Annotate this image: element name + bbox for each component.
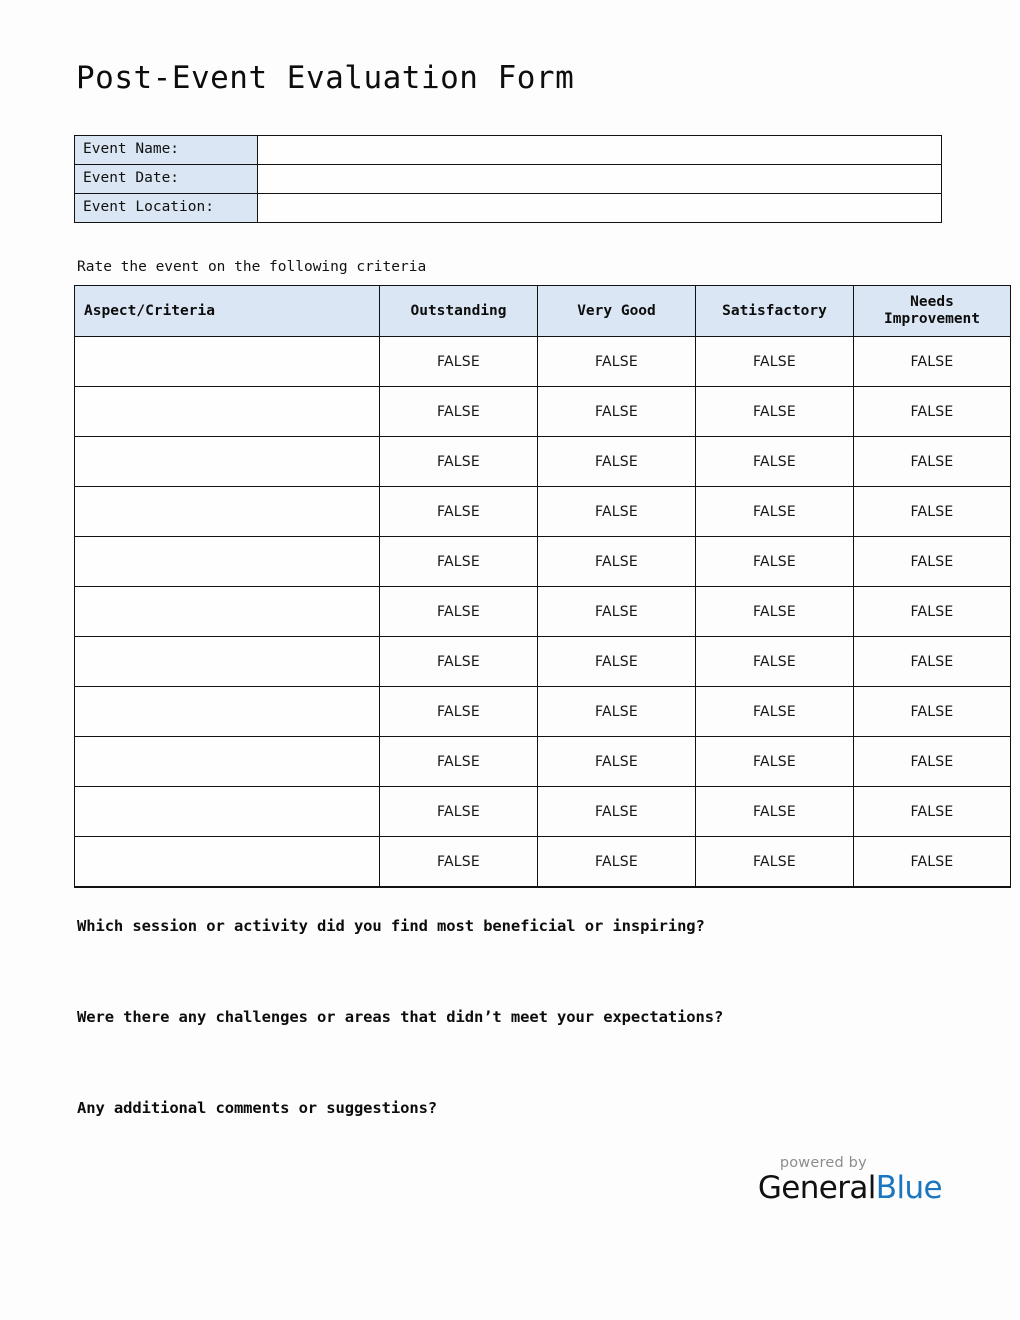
rating-cell-needs-improvement[interactable]: FALSE xyxy=(854,337,1011,387)
rating-cell-satisfactory[interactable]: FALSE xyxy=(696,687,854,737)
rating-cell-satisfactory[interactable]: FALSE xyxy=(696,737,854,787)
event-location-field[interactable] xyxy=(258,194,942,223)
rating-cell-needs-improvement[interactable]: FALSE xyxy=(854,637,1011,687)
table-row xyxy=(75,587,1011,637)
event-name-label: Event Name: xyxy=(75,136,258,165)
aspect-input-cell[interactable] xyxy=(75,737,380,787)
aspect-input-cell[interactable] xyxy=(75,537,380,587)
rating-cell-satisfactory[interactable]: FALSE xyxy=(696,837,854,888)
powered-by-label: powered by xyxy=(779,1155,867,1171)
table-row xyxy=(75,687,1011,737)
question-challenges: Were there any challenges or areas that didn’t meet your expectations? xyxy=(77,1008,724,1026)
aspect-input-cell[interactable] xyxy=(75,637,380,687)
column-header-satisfactory: Satisfactory xyxy=(696,286,854,337)
rating-cell-outstanding[interactable]: FALSE xyxy=(380,437,538,487)
rating-cell-outstanding[interactable]: FALSE xyxy=(380,387,538,437)
rating-cell-needs-improvement[interactable]: FALSE xyxy=(854,587,1011,637)
aspect-input-cell[interactable] xyxy=(75,437,380,487)
rating-cell-satisfactory[interactable]: FALSE xyxy=(696,337,854,387)
table-row xyxy=(75,837,1011,888)
aspect-input-cell[interactable] xyxy=(75,387,380,437)
question-most-beneficial: Which session or activity did you find most beneficial or inspiring? xyxy=(77,917,705,935)
rating-cell-needs-improvement[interactable]: FALSE xyxy=(854,737,1011,787)
brand-general-text: General xyxy=(757,1170,876,1206)
table-row xyxy=(75,787,1011,837)
rating-cell-satisfactory[interactable]: FALSE xyxy=(696,437,854,487)
rating-cell-outstanding[interactable]: FALSE xyxy=(380,687,538,737)
rating-cell-outstanding[interactable]: FALSE xyxy=(380,487,538,537)
table-row xyxy=(75,387,1011,437)
question-additional-comments: Any additional comments or suggestions? xyxy=(77,1099,438,1117)
generalblue-logo xyxy=(758,1155,942,1205)
rating-cell-outstanding[interactable]: FALSE xyxy=(380,587,538,637)
rating-cell-satisfactory[interactable]: FALSE xyxy=(696,787,854,837)
event-location-label: Event Location: xyxy=(75,194,258,223)
rating-cell-very-good[interactable]: FALSE xyxy=(538,737,696,787)
rating-cell-needs-improvement[interactable]: FALSE xyxy=(854,387,1011,437)
rating-cell-very-good[interactable]: FALSE xyxy=(538,487,696,537)
table-row xyxy=(75,737,1011,787)
aspect-input-cell[interactable] xyxy=(75,687,380,737)
brand-blue-text: Blue xyxy=(875,1170,942,1206)
table-header-row xyxy=(75,286,1011,337)
rating-cell-outstanding[interactable]: FALSE xyxy=(380,737,538,787)
table-row xyxy=(75,637,1011,687)
brand-wordmark xyxy=(758,1172,942,1205)
column-header-needs-improvement: Needs Improvement xyxy=(854,286,1011,337)
column-header-aspect: Aspect/Criteria xyxy=(75,286,380,337)
rating-table-header xyxy=(75,286,1011,337)
event-name-field[interactable] xyxy=(258,136,942,165)
event-date-field[interactable] xyxy=(258,165,942,194)
rating-cell-very-good[interactable]: FALSE xyxy=(538,537,696,587)
aspect-input-cell[interactable] xyxy=(75,487,380,537)
rating-cell-needs-improvement[interactable]: FALSE xyxy=(854,437,1011,487)
rating-cell-very-good[interactable]: FALSE xyxy=(538,437,696,487)
table-row xyxy=(75,437,1011,487)
event-info-table-body xyxy=(75,136,942,223)
column-header-very-good: Very Good xyxy=(538,286,696,337)
rating-cell-needs-improvement[interactable]: FALSE xyxy=(854,837,1011,888)
rating-cell-very-good[interactable]: FALSE xyxy=(538,387,696,437)
rating-cell-outstanding[interactable]: FALSE xyxy=(380,787,538,837)
rating-cell-satisfactory[interactable]: FALSE xyxy=(696,487,854,537)
table-row xyxy=(75,165,942,194)
rating-cell-needs-improvement[interactable]: FALSE xyxy=(854,537,1011,587)
rating-cell-outstanding[interactable]: FALSE xyxy=(380,537,538,587)
aspect-input-cell[interactable] xyxy=(75,587,380,637)
table-row xyxy=(75,194,942,223)
table-row xyxy=(75,337,1011,387)
aspect-input-cell[interactable] xyxy=(75,787,380,837)
event-info-table xyxy=(74,135,942,223)
rating-cell-very-good[interactable]: FALSE xyxy=(538,787,696,837)
table-row xyxy=(75,136,942,165)
rating-cell-satisfactory[interactable]: FALSE xyxy=(696,637,854,687)
rating-cell-outstanding[interactable]: FALSE xyxy=(380,837,538,888)
table-row xyxy=(75,537,1011,587)
rating-cell-outstanding[interactable]: FALSE xyxy=(380,337,538,387)
rating-cell-very-good[interactable]: FALSE xyxy=(538,337,696,387)
rating-cell-needs-improvement[interactable]: FALSE xyxy=(854,687,1011,737)
rating-table-body xyxy=(75,337,1011,888)
aspect-input-cell[interactable] xyxy=(75,337,380,387)
rating-cell-satisfactory[interactable]: FALSE xyxy=(696,537,854,587)
rating-instruction: Rate the event on the following criteria xyxy=(77,259,427,275)
rating-cell-outstanding[interactable]: FALSE xyxy=(380,637,538,687)
rating-criteria-table xyxy=(74,285,1011,888)
rating-cell-very-good[interactable]: FALSE xyxy=(538,837,696,888)
rating-cell-needs-improvement[interactable]: FALSE xyxy=(854,787,1011,837)
aspect-input-cell[interactable] xyxy=(75,837,380,888)
page-title: Post-Event Evaluation Form xyxy=(76,60,575,96)
event-date-label: Event Date: xyxy=(75,165,258,194)
rating-cell-needs-improvement[interactable]: FALSE xyxy=(854,487,1011,537)
rating-cell-satisfactory[interactable]: FALSE xyxy=(696,587,854,637)
rating-cell-satisfactory[interactable]: FALSE xyxy=(696,387,854,437)
column-header-outstanding: Outstanding xyxy=(380,286,538,337)
table-row xyxy=(75,487,1011,537)
rating-cell-very-good[interactable]: FALSE xyxy=(538,637,696,687)
rating-cell-very-good[interactable]: FALSE xyxy=(538,587,696,637)
rating-cell-very-good[interactable]: FALSE xyxy=(538,687,696,737)
